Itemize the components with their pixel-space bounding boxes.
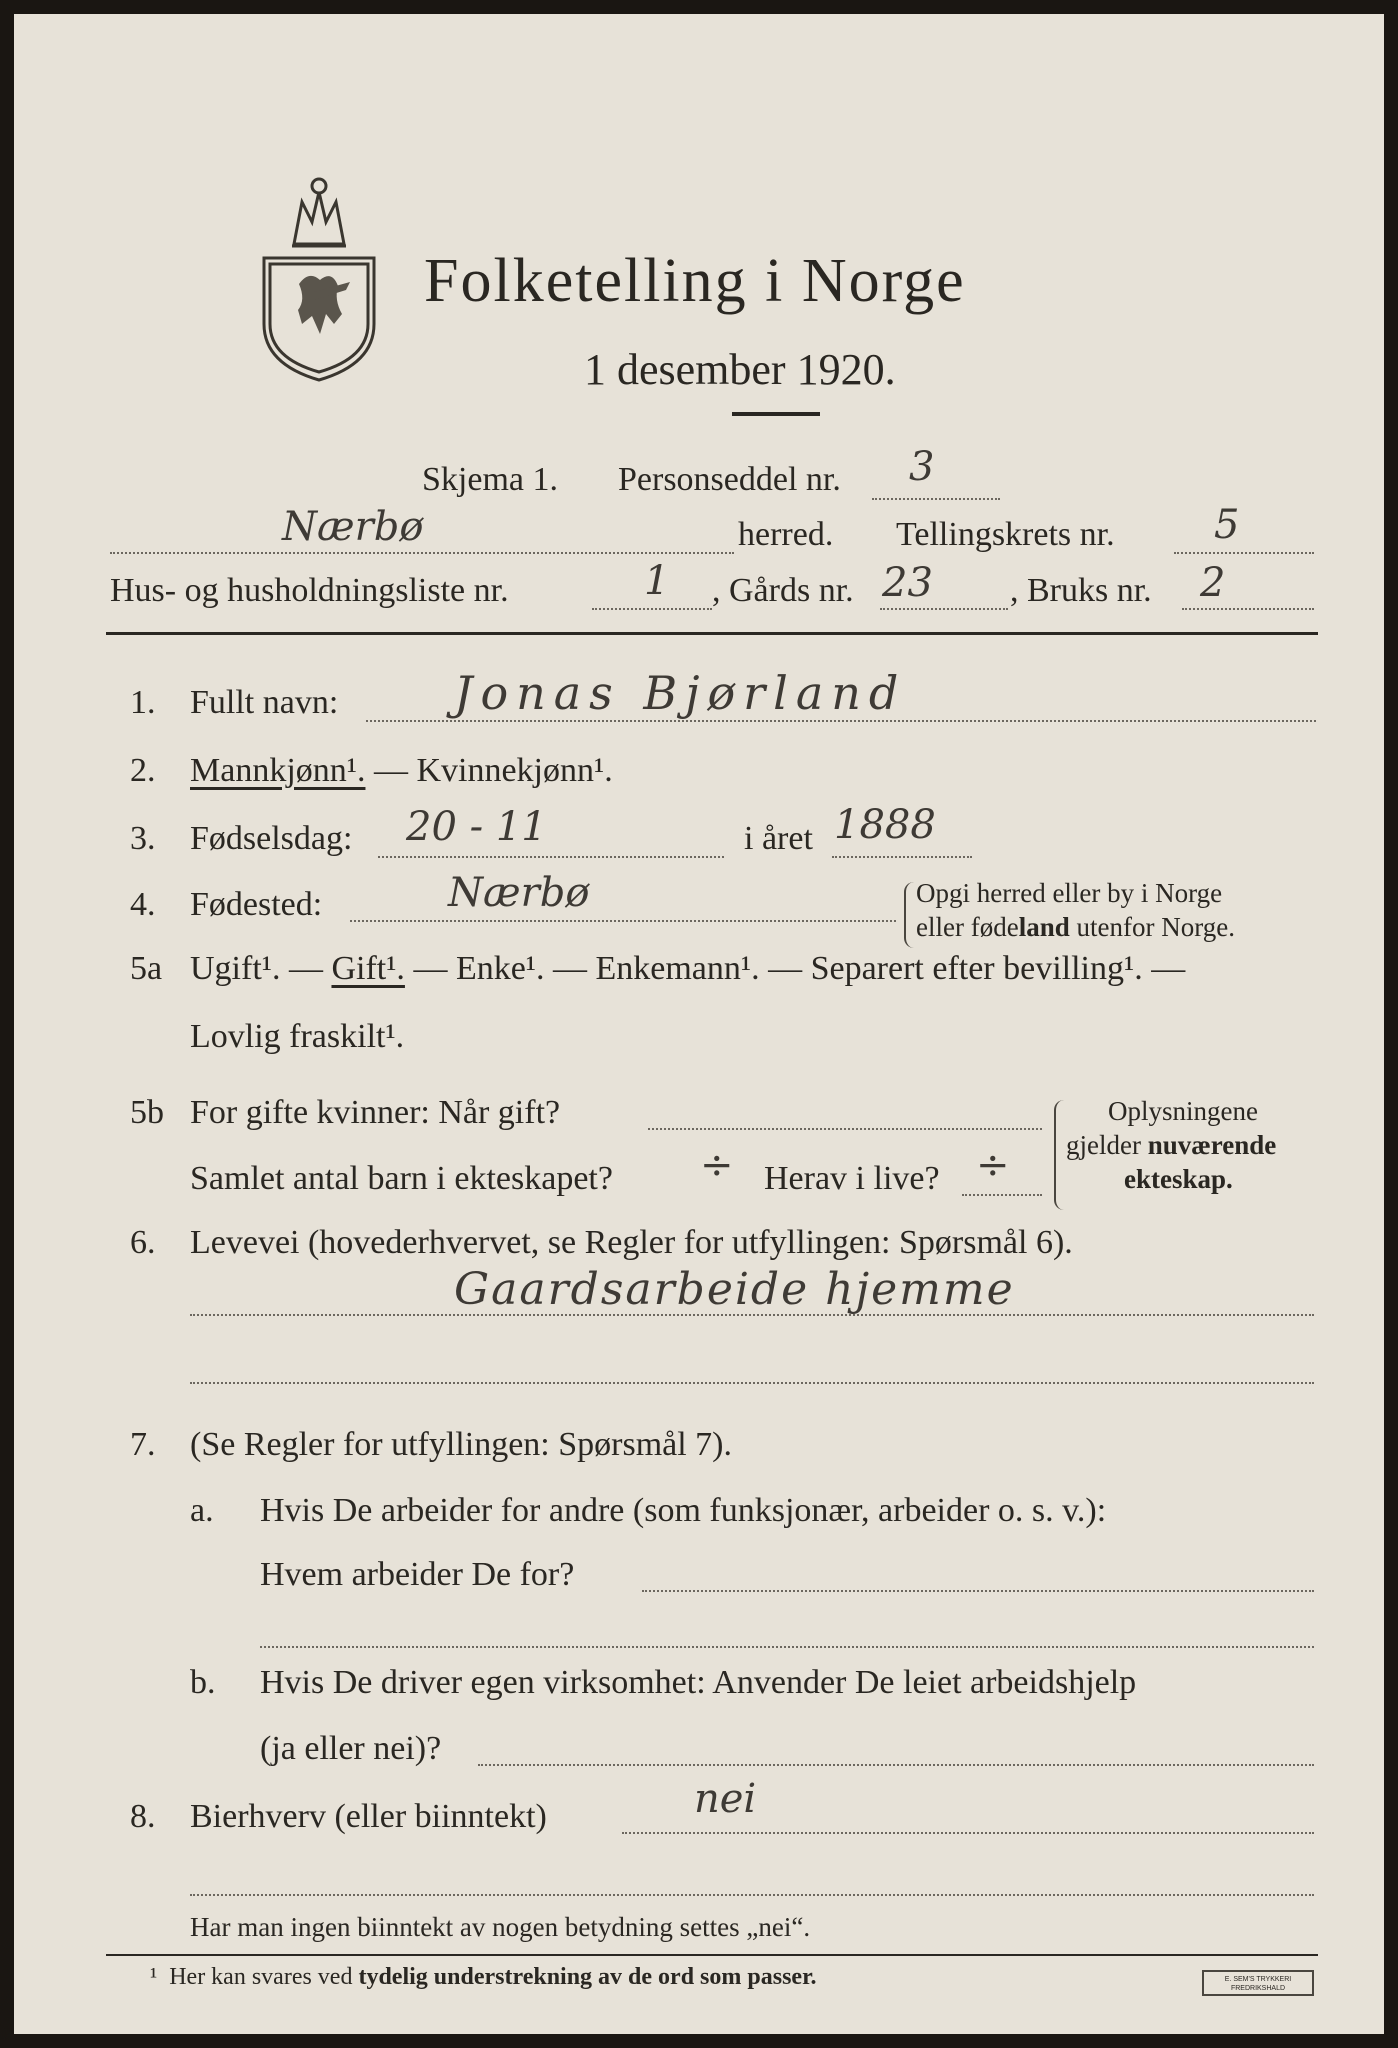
employer-field[interactable] <box>642 1590 1314 1592</box>
q4-note-line1: Opgi herred eller by i Norge <box>916 878 1223 908</box>
side-income-value: nei <box>694 1776 757 1822</box>
bruks-label: , Bruks nr. <box>1010 572 1152 609</box>
q2-male-option[interactable]: Mannkjønn¹. <box>190 752 366 789</box>
skjema-label: Skjema 1. <box>422 461 558 498</box>
q7a-label: Hvis De arbeider for andre (som funksjonær, arbeider o. s. v.): <box>260 1492 1107 1529</box>
birth-year-field[interactable] <box>832 856 972 858</box>
q3-label: Fødselsdag: <box>190 820 353 857</box>
alive-label: Herav i live? <box>764 1160 940 1197</box>
q5a-number: 5a <box>130 950 163 987</box>
tellingskrets-label: Tellingskrets nr. <box>896 516 1115 553</box>
printer-mark: E. SEM'S TRYKKERI FREDRIKSHALD <box>1202 1970 1314 1996</box>
q7a-employer-label: Hvem arbeider De for? <box>260 1556 575 1593</box>
tellingskrets-value: 5 <box>1214 502 1240 548</box>
q4-note-brace <box>904 882 914 948</box>
q5b-note-line2: gjelder nuværende <box>1066 1130 1277 1160</box>
q5a-other-options[interactable]: — Enke¹. — Enkemann¹. — Separert efter bevilling¹. — <box>404 950 1186 987</box>
alive-field[interactable] <box>962 1194 1042 1196</box>
q5b-note-line3: ekteskap. <box>1124 1164 1233 1194</box>
birthdate-field[interactable] <box>378 856 724 858</box>
q6-number: 6. <box>130 1224 156 1261</box>
married-when-field[interactable] <box>648 1128 1042 1130</box>
husholdningsliste-value: 1 <box>644 558 670 604</box>
header-rule <box>106 632 1318 635</box>
gards-label: , Gårds nr. <box>712 572 854 609</box>
census-date: 1 desember 1920. <box>584 345 896 394</box>
q2-female-option[interactable]: Kvinnekjønn¹. <box>416 752 613 789</box>
herred-field[interactable] <box>110 552 734 554</box>
footer-rule <box>106 1954 1318 1956</box>
personseddel-label: Personseddel nr. <box>618 461 841 498</box>
q2-sex-options: Mannkjønn¹. — Kvinnekjønn¹. <box>190 752 613 789</box>
q5a-ugift-option[interactable]: Ugift¹. — <box>190 950 332 987</box>
personseddel-field[interactable] <box>872 498 1000 500</box>
q8-label: Bierhverv (eller biinntekt) <box>190 1798 547 1835</box>
full-name-value: Jonas Bjørland <box>454 666 907 720</box>
birthdate-value: 20 - 11 <box>406 804 547 850</box>
footnote: ¹ Her kan svares ved tydelig understrekning av de ord som passer. <box>150 1964 817 1990</box>
birth-year-value: 1888 <box>834 802 936 848</box>
q7-label: (Se Regler for utfyllingen: Spørsmål 7). <box>190 1426 733 1463</box>
husholdningsliste-label: Hus- og husholdningsliste nr. <box>110 572 509 609</box>
alive-value: ÷ <box>976 1142 1010 1188</box>
coat-of-arms-icon <box>254 174 384 384</box>
q1-number: 1. <box>130 684 156 721</box>
bruks-value: 2 <box>1200 560 1226 606</box>
q5b-note-brace <box>1054 1100 1064 1210</box>
q4-note-line2: eller fødeland utenfor Norge. <box>916 912 1235 942</box>
title-divider <box>732 412 820 416</box>
q8-number: 8. <box>130 1798 156 1835</box>
bruks-field[interactable] <box>1182 608 1314 610</box>
side-income-field-2[interactable] <box>190 1894 1314 1896</box>
q4-label: Fødested: <box>190 886 323 923</box>
children-value: ÷ <box>700 1142 734 1188</box>
q6-label: Levevei (hovederhvervet, se Regler for utfyllingen: Spørsmål 6). <box>190 1224 1073 1261</box>
q7b-yesno-label: (ja eller nei)? <box>260 1730 442 1767</box>
side-income-field[interactable] <box>622 1832 1314 1834</box>
q7b-label: Hvis De driver egen virksomhet: Anvender De leiet arbeidshjelp <box>260 1664 1137 1701</box>
census-form-page <box>14 14 1384 2034</box>
birthplace-value: Nærbø <box>448 870 590 916</box>
employer-field-2[interactable] <box>260 1646 1314 1648</box>
side-income-note: Har man ingen biinntekt av nogen betydning settes „nei“. <box>190 1912 811 1942</box>
hired-help-field[interactable] <box>478 1764 1314 1766</box>
q5a-status-options <box>190 950 1185 988</box>
q5a-gift-option[interactable]: Gift¹. <box>331 950 405 987</box>
q5b-note-line1: Oplysningene <box>1108 1096 1258 1126</box>
personseddel-value: 3 <box>909 444 935 490</box>
form-title: Folketelling i Norge <box>424 247 966 315</box>
herred-value: Nærbø <box>282 504 424 550</box>
q1-label: Fullt navn: <box>190 684 339 721</box>
q7b-number: b. <box>190 1664 216 1701</box>
full-name-field[interactable] <box>366 720 1316 722</box>
q4-number: 4. <box>130 886 156 923</box>
children-label: Samlet antal barn i ekteskapet? <box>190 1160 613 1197</box>
q3-number: 3. <box>130 820 156 857</box>
birthplace-field[interactable] <box>350 920 896 922</box>
herred-label: herred. <box>738 516 834 553</box>
occupation-field-2[interactable] <box>190 1382 1314 1384</box>
q5b-label: For gifte kvinner: Når gift? <box>190 1094 561 1131</box>
year-label: i året <box>744 820 813 857</box>
husholdningsliste-field[interactable] <box>592 608 712 610</box>
q2-number: 2. <box>130 752 156 789</box>
q5a-fraskilt-option[interactable]: Lovlig fraskilt¹. <box>190 1018 405 1055</box>
q5b-number: 5b <box>130 1094 164 1131</box>
gards-value: 23 <box>882 560 933 606</box>
occupation-value: Gaardsarbeide hjemme <box>454 1264 1015 1315</box>
q7a-number: a. <box>190 1492 214 1529</box>
tellingskrets-field[interactable] <box>1174 552 1314 554</box>
q7-number: 7. <box>130 1426 156 1463</box>
gards-field[interactable] <box>880 608 1008 610</box>
